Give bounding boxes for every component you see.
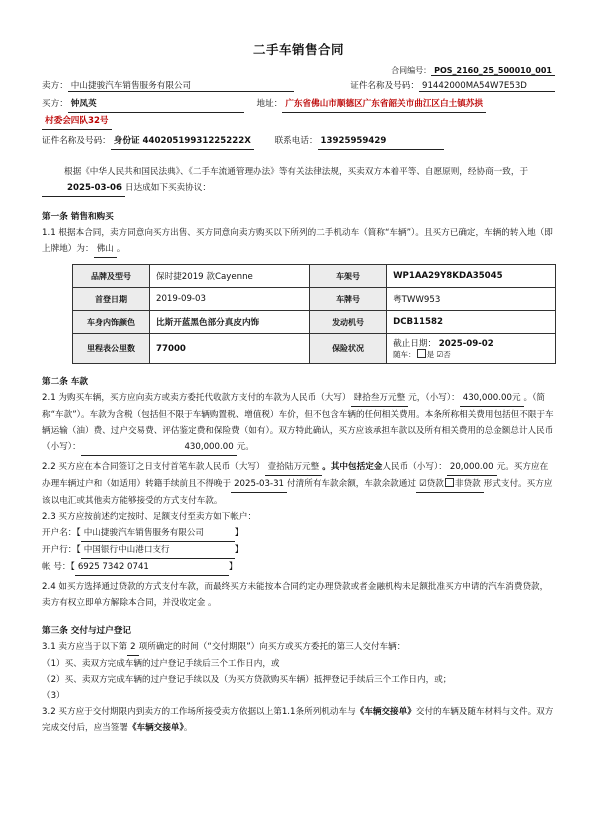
clause-3-1-option3: （3） [42,691,65,701]
vehicle-color: 比斯开蓝黑色部分真皮内饰 [150,311,310,334]
clause-3-1-option2: （2）买、卖双方完成车辆的过户登记手续以及（为买方贷款购买车辆）抵押登记手续后三个工作日内，或； [42,675,452,685]
article2-heading: 第二条 车款 [42,377,88,387]
payment-method-options: ☑贷款 非贷款 [416,476,484,493]
account-bank: 中国银行中山港口支行 [81,542,235,559]
account-name: 中山捷骏汽车销售服务有限公司 [81,525,235,542]
non-loan-checkbox[interactable] [445,478,454,487]
insurance-no-checkbox[interactable]: ☑ [436,350,444,359]
clause-3-1-option1: （1）买、卖双方完成车辆的过户登记手续后三个工作日内，或 [42,659,280,669]
account-number: 6925 7342 0741 [75,559,229,576]
buyer-name: 钟凤英 [68,96,244,113]
vehicle-engine: DCB11582 [387,311,556,334]
clause-2-3: 2.3 买方应按前述约定按时、足额支付至卖方如下帐户： [42,512,257,522]
account-bank-row: 开户行：【 中国银行中山港口支行 】 [42,542,555,559]
insurance-yes-checkbox[interactable] [417,349,426,358]
clause-2-1: 2.1 为购买车辆，买方应向卖方或卖方委托代收款方支付的车款为人民币（大写） 肆拾叁万元整 元，（小写）： 430,000.00元 。（简称“车款”）。车款为含税（包括但不限于车辆购置税、增值税）车价，但不包含车辆的任何相关费用。本条所称相关费用包括但不限于车辆运输（油）费、过户交易费、评估鉴定费和保险费（如有）。双方特此确认，买方应该承担车款以及所有相关费用的总金额总计人民币（小写）： 430,000.00 元。 [42,390,555,456]
buyer-phone: 13925959429 [318,133,444,150]
buyer-address-cont: 村委会四队32号 [42,113,555,130]
clause-2-4: 2.4 如买方选择通过贷款的方式支付车款，而最终买方未能按本合同约定办理贷款或者金融机构未足额批准买方申请的汽车消费贷款，卖方有权立即单方解除本合同，并没收定金 。 [42,582,549,608]
clause-3-2: 3.2 买方应于交付期限内到卖方的工作场所接受卖方依据以上第1.1条所列机动车与《车辆交接单》交付的车辆及随车材料与文件。双方完成交付后，应当签署《车辆交接单》。 [42,707,554,733]
account-number-row: 帐 号：【 6925 7342 0741 】 [42,559,555,576]
vehicle-vin: WP1AA29Y8KDA35045 [387,265,556,288]
seller-row: 卖方： 中山捷骏汽车销售服务有限公司 证件名称及号码： 91442000MA54W7E53D [42,79,555,92]
article1-heading: 第一条 销售和购买 [42,212,114,222]
vehicle-info-table: 品牌及型号 保时捷2019 款Cayenne 车架号 WP1AA29Y8KDA35045 首登日期 2019-09-03 车牌号 粤TWW953 车身内饰颜色 比斯开蓝黑色部分真皮内饰 发动机号 DCB11582 里程表公里数 77000 保险状况 截止日期： 2025-09-02 随车： 是 ☑否 [72,264,556,364]
vehicle-mileage: 77000 [150,334,310,364]
clause-1-1: 1.1 根据本合同，卖方同意向买方出售、买方同意向卖方购买以下所列的二手机动车（简称“车辆”）。且买方已确定，车辆的转入地（即上牌地）为： 佛山 。 [42,225,555,258]
loan-checkbox[interactable]: ☑ [418,479,427,489]
vehicle-plate: 粤TWW953 [387,288,556,311]
contract-title: 二手车销售合同 [252,42,344,57]
vehicle-model: 保时捷2019 款Cayenne [150,265,310,288]
intro-paragraph: 根据《中华人民共和国民法典》、《二手车流通管理办法》等有关法律法规，买卖双方本着平等、自愿原则，经协商一致，于2025-03-06 日达成如下买卖协议： [42,164,555,197]
article3-heading: 第三条 交付与过户登记 [42,626,131,636]
clause-3-1: 3.1 卖方应当于以下第 2 项所确定的时间（“交付期限”）向买方或买方委托的第三人交付车辆： [42,639,555,656]
buyer-address: 广东省佛山市顺德区广东省韶关市曲江区白土镇苏拱 [282,96,486,113]
clause-2-2: 2.2 买方应在本合同签订之日支付首笔车款人民币（大写） 壹拾陆万元整 。其中包括定金人民币（小写）： 20,000.00 元。买方应在办理车辆过户和（如适用）转籍手续前且不得晚于 2025-03-31 付清所有车款余额，车款余款通过 ☑贷款 非贷款 形式支付。买方应该以电汇或其他卖方能够接受的方式支付车款。 [42,459,555,509]
insurance-status: 截止日期： 2025-09-02 随车： 是 ☑否 [387,334,556,364]
seller-id: 91442000MA54W7E53D [419,81,555,92]
seller-name: 中山捷骏汽车销售服务有限公司 [68,79,294,92]
buyer-row: 买方： 钟凤英 地址： 广东省佛山市顺德区广东省韶关市曲江区白土镇苏拱 [42,96,555,113]
account-name-row: 开户名：【 中山捷骏汽车销售服务有限公司 】 [42,525,555,542]
buyer-id-row: 证件名称及号码： 身份证 44020519931225222X 联系电话： 13925959429 [42,133,555,150]
vehicle-reg-date: 2019-09-03 [150,288,310,311]
contract-number: 合同编号： POS_2160_25_500010_001 [42,65,555,76]
buyer-id: 身份证 44020519931225222X [111,133,254,150]
